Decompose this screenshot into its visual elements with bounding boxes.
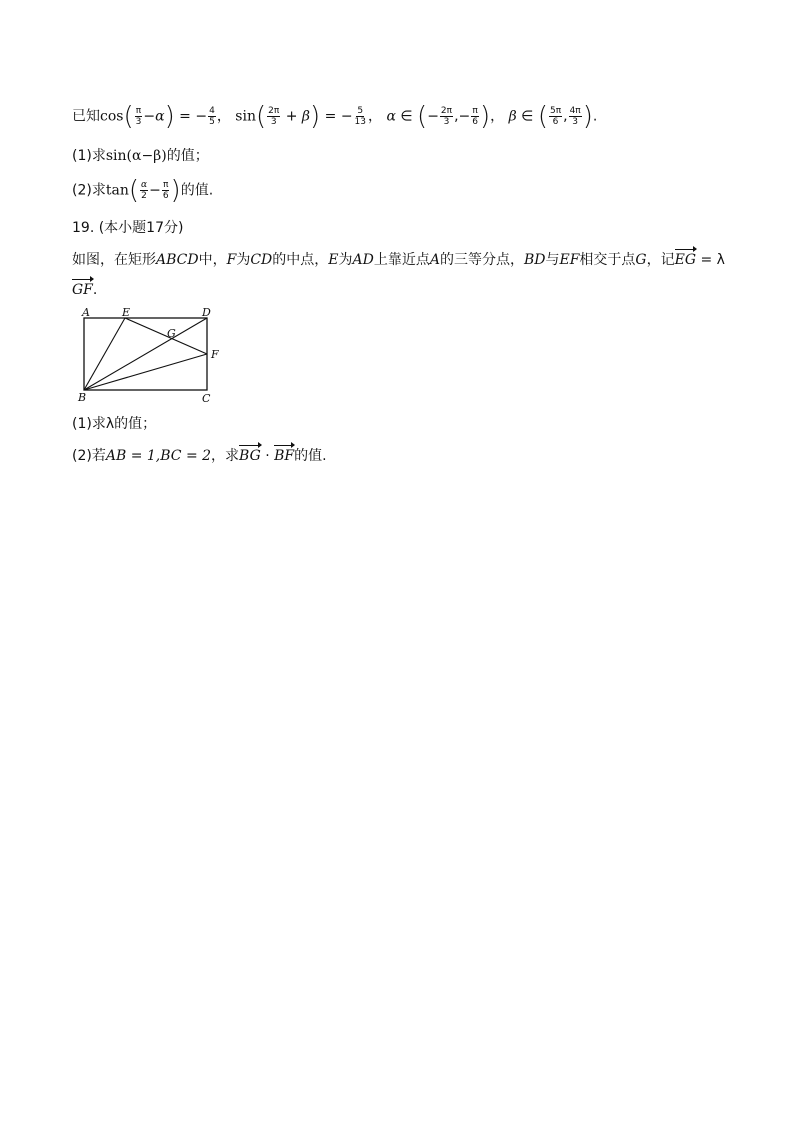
beta: β [301,108,311,125]
frac-num: α [141,180,148,190]
frac-2pi-3-b [440,106,453,127]
plus: + [285,108,298,125]
part-label: (2)若 [72,448,106,464]
left-paren: ( [537,101,548,132]
math-G: G [635,252,647,268]
part-suffix: 的值. [180,182,214,199]
frac-num: π [135,106,142,116]
frac-den: 2 [141,191,147,201]
label-G: G [167,327,176,340]
sin-expression: sin(α−β) [105,148,167,164]
period: . [92,282,98,298]
dot-product: · [265,448,270,464]
part-suffix: 的值. [294,448,327,464]
q19-part2 [72,446,327,466]
right-paren: ) [480,101,491,132]
label-E: E [122,306,131,319]
left-paren: ( [417,101,428,132]
neg-sign: − [340,108,353,125]
right-paren: ) [170,175,181,206]
text: 与 [545,252,560,268]
math-CD: CD [250,252,273,268]
label-C: C [202,392,211,405]
frac-num: 4 [209,106,215,116]
frac-num: π [472,106,478,116]
math-A: A [429,252,440,268]
text: ，求 [211,448,240,464]
q18-part2 [72,175,214,206]
q19-statement-line1 [72,250,725,270]
frac-den: 5 [209,117,215,127]
text: ，记 [646,252,675,268]
vector-BG: BG [239,448,261,464]
beta: β [508,108,517,125]
right-paren: ) [310,101,321,132]
left-paren: ( [123,101,134,132]
frac-alpha-2 [140,180,148,201]
frac-pi-6-b [162,180,170,201]
part-suffix: 的值； [166,148,209,164]
math-F: F [226,252,237,268]
text: 上靠近点 [373,252,430,268]
alpha: α [155,108,165,125]
element-of: ∈ [400,108,413,125]
comma: ， [490,108,505,125]
neg-sign: − [195,108,208,125]
text: 的三等分点， [439,252,524,268]
frac-2pi-3 [267,106,280,127]
frac-num: 5π [549,106,562,116]
period: . [592,108,598,125]
text: 如图，在矩形 [72,252,156,268]
frac-den: 3 [443,117,450,127]
frac-num: 2π [440,106,453,116]
left-paren: ( [255,101,267,132]
label-B: B [78,391,87,404]
q19-header: 19. (本小题17分) [72,220,184,236]
math-EF: EF [559,252,580,268]
math-AD: AD [352,252,374,268]
frac-den: 6 [472,117,478,127]
frac-num: 4π [569,106,581,116]
text: 相交于点 [579,252,636,268]
text: 为 [236,252,251,268]
q19-statement-line2 [72,280,97,300]
segment-EF [125,318,207,354]
minus: − [143,108,156,125]
rectangle-figure [72,306,232,406]
vector-EG: EG [674,252,697,268]
segment-BD [84,318,207,390]
frac-num: 2π [268,106,280,116]
cos-fn: cos [100,108,124,125]
label-A: A [82,306,90,319]
frac-pi-3 [135,106,143,127]
frac-den: 3 [270,117,277,127]
math-condition: AB = 1,BC = 2 [105,448,212,464]
frac-5pi-6 [549,106,562,127]
frac-den: 3 [135,117,142,127]
math-BD: BD [523,252,546,268]
neg-sign: − [427,108,439,125]
frac-den: 6 [552,117,559,127]
q18-given-line [72,101,598,132]
part-label: (2)求 [72,182,106,199]
minus: − [149,182,161,199]
label-F: F [211,348,219,361]
frac-den: 3 [572,117,579,127]
sin-fn: sin [235,108,256,125]
left-paren: ( [128,175,139,206]
frac-4-5 [208,106,216,127]
frac-num: π [162,180,169,190]
frac-den: 6 [162,191,169,201]
math-E: E [328,252,339,268]
vector-BF: BF [274,448,295,464]
alpha: α [386,108,396,125]
frac-pi-6 [471,106,479,127]
frac-den: 13 [354,117,366,127]
q18-intro: 已知 [72,108,100,125]
equals: = [179,108,191,125]
frac-5-13 [354,106,367,127]
label-D: D [202,306,211,319]
separator: ,− [454,108,471,125]
q18-part1 [72,146,209,166]
text: 为 [338,252,353,268]
frac-4pi-3 [569,106,582,127]
equals-lambda: = λ [700,252,725,268]
comma: ， [216,108,231,125]
right-paren: ) [164,101,175,132]
vector-GF: GF [72,282,93,298]
text: 中， [198,252,227,268]
q19-part1: (1)求λ的值； [72,416,157,432]
separator: , [563,108,568,125]
tan-fn: tan [105,182,129,199]
text: 的中点， [272,252,329,268]
right-paren: ) [582,101,593,132]
segment-BE [84,318,125,390]
comma: ， [368,108,382,125]
math-ABCD: ABCD [156,252,199,268]
segment-BF [84,354,207,390]
equals: = [324,108,337,125]
frac-num: 5 [357,106,364,116]
element-of: ∈ [521,108,534,125]
part-label: (1)求 [72,148,106,164]
